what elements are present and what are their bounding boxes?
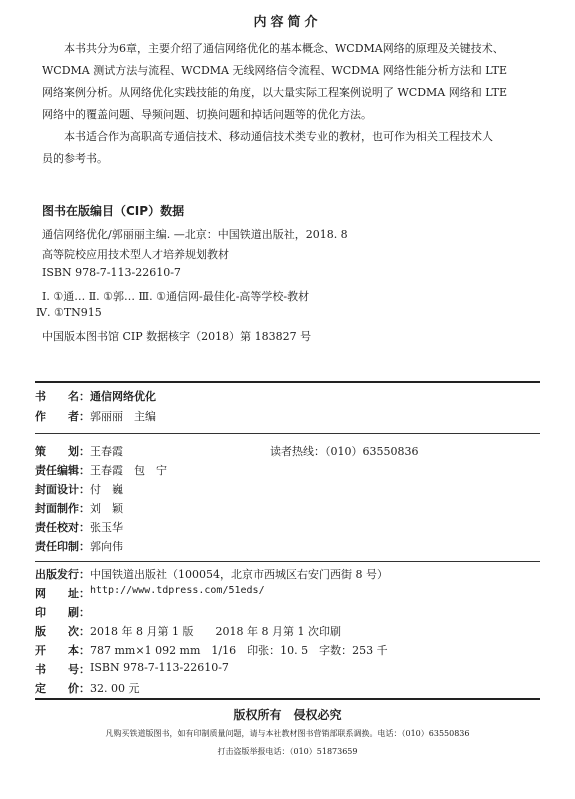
cip-line: ISBN 978-7-113-22610-7: [42, 266, 181, 279]
summary-title: 内容简介: [253, 15, 322, 30]
edition-value: 2018 年 8 月第 1 版 2018 年 8 月第 1 次印刷: [90, 625, 341, 638]
planner-label: 策 划：: [35, 445, 90, 458]
divider: [35, 381, 540, 383]
publisher-label: 出版发行：: [35, 568, 90, 581]
cip-line: 中国版本图书馆 CIP 数据核字（2018）第 183827 号: [42, 330, 312, 343]
proof-value: 张玉华: [90, 521, 123, 534]
cover-design-label: 封面设计：: [35, 483, 90, 496]
divider: [35, 561, 540, 562]
url-value: http://www.tdpress.com/51eds/: [90, 585, 265, 596]
print-manager-value: 郭向伟: [90, 540, 123, 553]
cover-make-value: 刘 颖: [90, 502, 123, 515]
divider: [35, 433, 540, 434]
footer-line-1: 凡购买铁道版图书，如有印制质量问题，请与本社教材图书营销部联系调换。电话：（010）63550836: [105, 729, 470, 738]
isbn-label: 书 号：: [35, 663, 90, 676]
cip-heading: 图书在版编目（CIP）数据: [42, 204, 185, 218]
summary-para2-line1: 本书适合作为高职高专通信技术、移动通信技术类专业的教材，也可作为相关工程技术人: [64, 130, 493, 143]
summary-para1-line1: 本书共分为6章，主要介绍了通信网络优化的基本概念、WCDMA网络的原理及关键技术、: [64, 42, 504, 55]
cover-make-label: 封面制作：: [35, 502, 90, 515]
copyright-heading: 版权所有 侵权必究: [233, 708, 342, 722]
url-label: 网 址：: [35, 587, 90, 600]
divider: [35, 698, 540, 700]
cip-line: 高等院校应用技术型人才培养规划教材: [42, 248, 229, 261]
cip-line: Ⅰ. ①通… Ⅱ. ①郭… Ⅲ. ①通信网-最佳化-高等学校-教材: [42, 290, 310, 303]
editor-value: 王春霞 包 宁: [90, 464, 167, 477]
isbn-value: ISBN 978-7-113-22610-7: [90, 661, 229, 674]
price-label: 定 价：: [35, 682, 90, 695]
book-author-value: 郭丽丽 主编: [90, 410, 156, 423]
publisher-value: 中国铁道出版社（100054，北京市西城区右安门西街 8 号）: [90, 568, 388, 581]
cip-line: 通信网络优化/郭丽丽主编. —北京：中国铁道出版社，2018. 8: [42, 228, 348, 241]
planner-value: 王春霞: [90, 445, 123, 458]
book-author-label: 作 者：: [35, 410, 90, 423]
book-title-label: 书 名：: [35, 390, 90, 403]
cip-line: Ⅳ. ①TN915: [36, 306, 102, 319]
print-manager-label: 责任印制：: [35, 540, 90, 553]
editor-label: 责任编辑：: [35, 464, 90, 477]
price-value: 32. 00 元: [90, 682, 140, 695]
edition-label: 版 次：: [35, 625, 90, 638]
summary-para1-line2: WCDMA 测试方法与流程、WCDMA 无线网络信令流程、WCDMA 网络性能分析方法和 LTE: [42, 64, 508, 77]
footer-line-2: 打击盗版举报电话：（010）51873659: [217, 747, 358, 756]
cover-design-value: 付 巍: [90, 483, 123, 496]
reader-hotline: 读者热线：（010）63550836: [270, 445, 419, 458]
summary-para1-line4: 网络中的覆盖问题、导频问题、切换问题和掉话问题等的优化方法。: [42, 108, 372, 121]
printer-label: 印 刷：: [35, 606, 90, 619]
summary-para2-line2: 员的参考书。: [42, 152, 108, 165]
format-label: 开 本：: [35, 644, 90, 657]
proof-label: 责任校对：: [35, 521, 90, 534]
book-title-value: 通信网络优化: [90, 390, 156, 403]
format-value: 787 mm×1 092 mm 1/16 印张：10. 5 字数：253 千: [90, 644, 388, 657]
summary-para1-line3: 网络案例分析。从网络优化实践技能的角度，以大量实际工程案例说明了 WCDMA 网络和 LTE: [42, 86, 508, 99]
